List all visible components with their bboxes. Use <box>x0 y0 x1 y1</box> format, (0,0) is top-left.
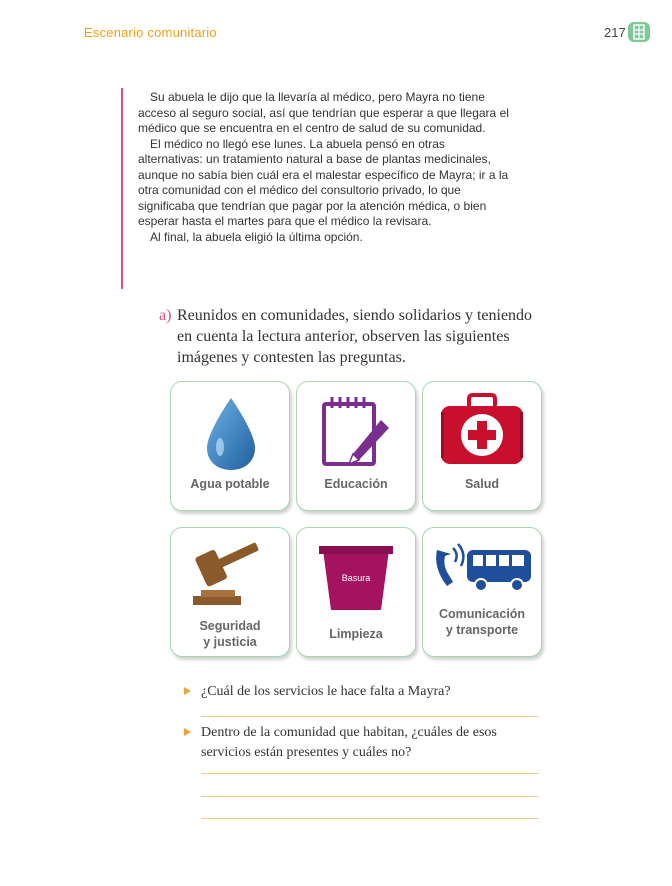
card-educacion <box>296 381 416 511</box>
card-label: Salud <box>464 477 500 491</box>
bullet-arrow-icon <box>184 728 191 736</box>
card-label: y justicia <box>203 635 257 649</box>
answer-line[interactable] <box>201 818 539 819</box>
card-label: Agua potable <box>190 477 270 491</box>
question-1 <box>184 682 544 702</box>
activity-letter: a) <box>159 307 172 324</box>
card-label: Educación <box>324 477 388 491</box>
story-paragraph: Su abuela le dijo que la llevaría al médico, pero Mayra no tiene acceso al seguro social, así que tendrían que esperar a que llegara el médico que se encuentra en el centro de salud de su comunidad. <box>138 90 509 135</box>
question-text: ¿Cuál de los servicios le hace falta a Mayra? <box>201 684 451 699</box>
quote-bar <box>121 88 123 289</box>
story-paragraph: Al final, la abuela eligió la última opción. <box>150 229 363 244</box>
page-number: 217 <box>604 25 626 40</box>
question-2 <box>184 723 544 763</box>
section-title: Escenario comunitario <box>84 25 217 40</box>
card-seguridad-justicia <box>170 527 290 657</box>
answer-line[interactable] <box>201 773 539 774</box>
card-label: y transporte <box>445 623 519 637</box>
story-paragraph: El médico no llegó ese lunes. La abuela pensó en otras alternativas: un tratamiento natural a base de plantas medicinales, aunque no sabía bien cuál era el malestar específico de Mayra; ir a la otra comunidad con el médico del consultorio privado, lo que significaba que tendrían que pagar por la atención médica, o bien esperar hasta el martes para que el médico la revisara. <box>138 136 509 228</box>
answer-line[interactable] <box>201 796 539 797</box>
story-text <box>138 90 510 245</box>
answer-line[interactable] <box>201 716 539 717</box>
services-grid <box>170 381 544 661</box>
page-badge-icon <box>628 22 650 42</box>
card-salud <box>422 381 542 511</box>
card-limpieza <box>296 527 416 657</box>
card-comunicacion-transporte <box>422 527 542 657</box>
bullet-arrow-icon <box>184 687 191 695</box>
question-text: Dentro de la comunidad que habitan, ¿cuáles de esos servicios están presentes y cuáles no? <box>201 725 497 760</box>
activity-instruction <box>159 305 539 368</box>
card-agua-potable <box>170 381 290 511</box>
badge-pattern-icon <box>628 22 650 42</box>
card-label: Comunicación <box>438 607 526 621</box>
card-label: Limpieza <box>329 627 383 641</box>
card-label: Seguridad <box>199 619 261 633</box>
basura-label: Basura <box>341 573 371 583</box>
activity-text: Reunidos en comunidades, siendo solidarios y teniendo en cuenta la lectura anterior, observen las siguientes imágenes y contesten las preguntas. <box>177 307 533 366</box>
